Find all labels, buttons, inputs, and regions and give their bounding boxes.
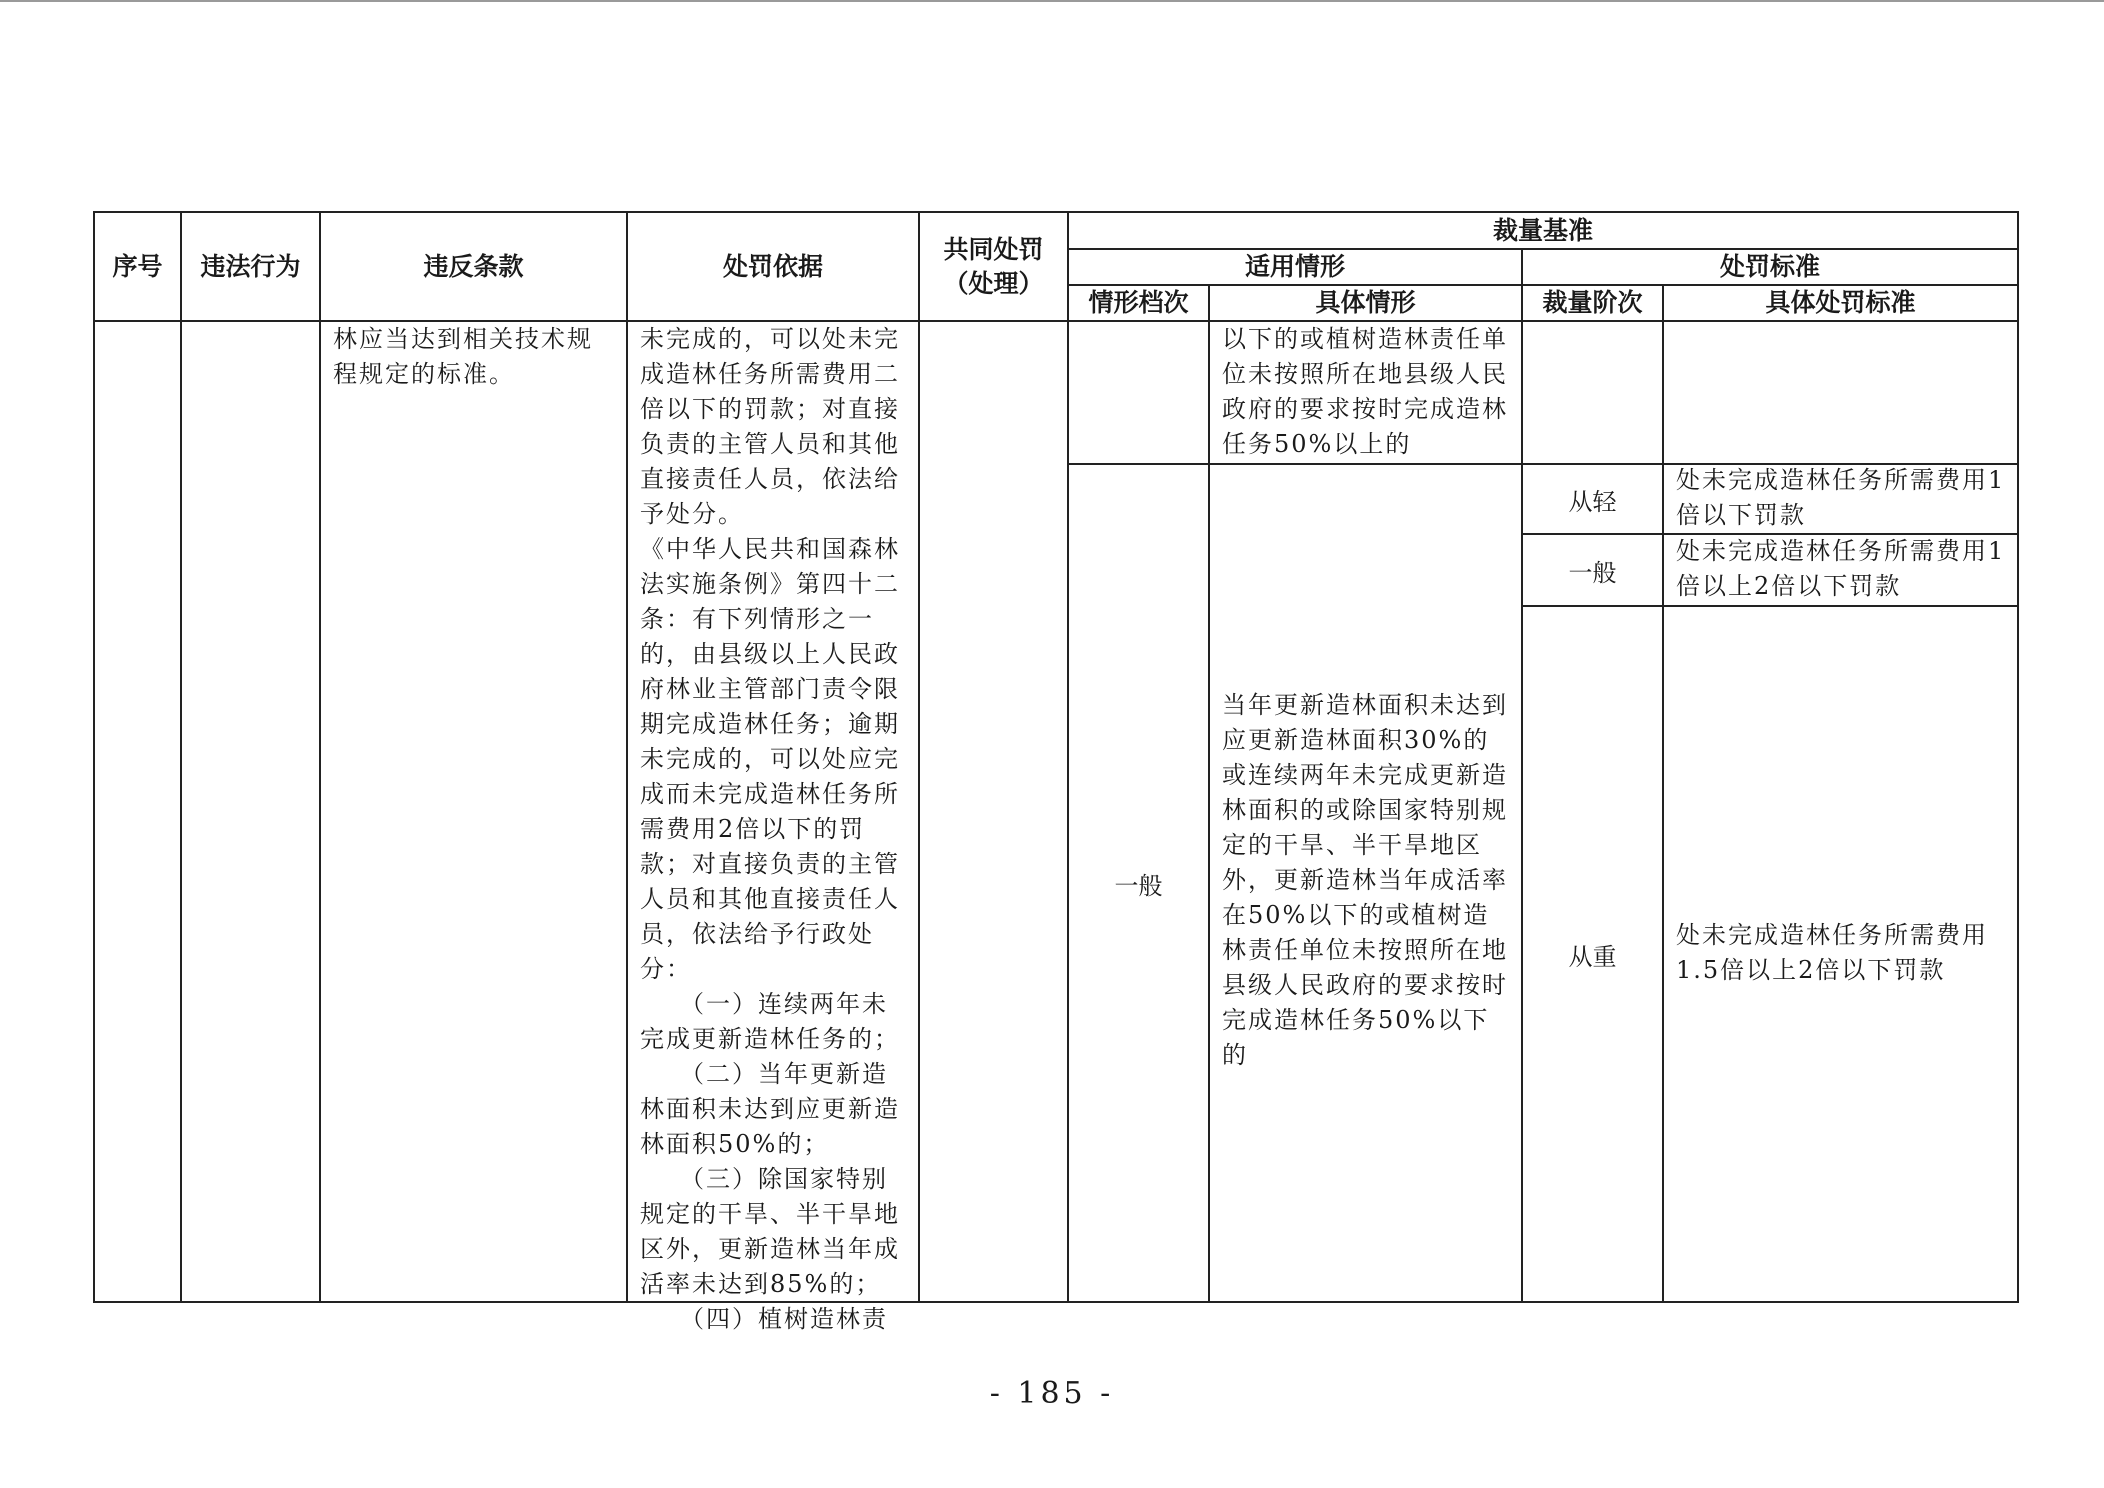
order-normal: 一般	[1568, 558, 1617, 587]
clause-text: 林应当达到相关技术规程规定的标准。	[333, 325, 593, 388]
row2-specific: 当年更新造林面积未达到应更新造林面积30%的或连续两年未完成更新造林面积的或除国家特别规定的干旱、半干旱地区外，更新造林当年成活率在50%以下的或植树造林责任单位未按照所在地县级人民政府的要求按时完成造林任务50%以下的	[1222, 691, 1508, 1069]
header-common-line1: 共同处罚	[943, 234, 1044, 264]
header-clause: 违反条款	[423, 251, 524, 281]
column-divider	[1662, 284, 1664, 1303]
header-standard: 裁量基准	[1492, 215, 1593, 245]
table-left-border	[93, 211, 95, 1303]
header-specific: 具体情形	[1315, 288, 1416, 317]
table-right-border	[2017, 211, 2019, 1303]
row2-level: 一般	[1114, 871, 1163, 900]
header-basis: 处罚依据	[722, 251, 823, 281]
table-bottom-border	[93, 1301, 2019, 1303]
column-divider	[918, 211, 920, 1303]
header-specific-penalty: 具体处罚标准	[1765, 288, 1916, 317]
header-common-line2: （处理）	[943, 268, 1044, 298]
header-common-penalty	[920, 213, 1067, 320]
top-rule	[0, 0, 2104, 2]
header-seq: 序号	[112, 251, 163, 281]
column-divider	[319, 211, 321, 1303]
header-order: 裁量阶次	[1542, 288, 1643, 317]
column-divider	[180, 211, 182, 1303]
header-level: 情形档次	[1088, 288, 1189, 317]
penalty-lighter: 处未完成造林任务所需费用1倍以下罚款	[1676, 466, 2006, 529]
row1-specific: 以下的或植树造林责任单位未按照所在地县级人民政府的要求按时完成造林任务50%以上的	[1222, 325, 1508, 458]
order-heavier: 从重	[1568, 942, 1617, 971]
header-penalty-standard: 处罚标准	[1719, 252, 1820, 281]
penalty-normal: 处未完成造林任务所需费用1倍以上2倍以下罚款	[1676, 537, 2006, 600]
column-divider	[626, 211, 628, 1303]
header-behavior: 违法行为	[200, 251, 301, 281]
header-applicable: 适用情形	[1244, 252, 1345, 281]
order-lighter: 从轻	[1568, 487, 1617, 516]
penalty-heavier: 处未完成造林任务所需费用1.5倍以上2倍以下罚款	[1676, 921, 1988, 984]
column-divider	[1208, 284, 1210, 1303]
basis-text: 未完成的，可以处未完成造林任务所需费用二倍以下的罚款；对直接负责的主管人员和其他直接责任人员，依法给予处分。 《中华人民共和国森林法实施条例》第四十二条：有下列情形之一的，由县级以上人民政府林业主管部门责令限期完成造林任务；逾期未完成的，可以处应完成而未完成造林任务所需费用2倍以下的罚款；对直接负责的主管人员和其他直接责任人员，依法给予行政处分： （一）连续两年未完成更新造林任务的； （二）当年更新造林面积未达到应更新造林面积50%的； （三）除国家特别规定的干旱、半干旱地区外，更新造林当年成活率未达到85%的； （四）植树造林责	[640, 325, 900, 1333]
page-number: - 185 -	[989, 1376, 1115, 1411]
